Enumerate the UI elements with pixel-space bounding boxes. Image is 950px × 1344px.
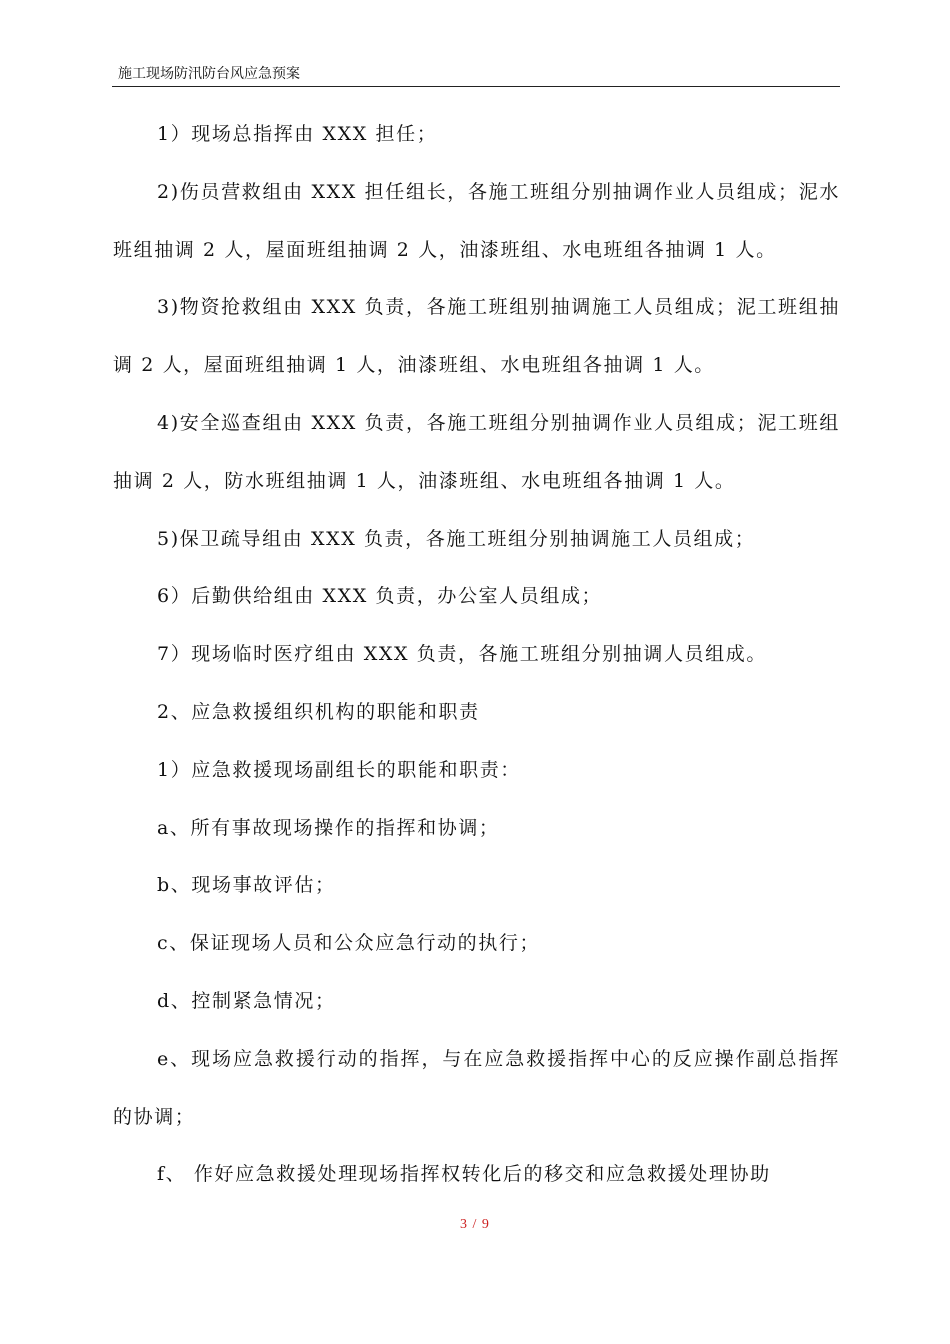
paragraph-5: 5)保卫疏导组由 XXX 负责，各施工班组分别抽调施工人员组成； xyxy=(157,527,756,550)
subsection-heading: 1）应急救援现场副组长的职能和职责： xyxy=(157,758,521,781)
document-body xyxy=(113,106,840,1204)
list-item-c: c、保证现场人员和公众应急行动的执行； xyxy=(157,932,541,955)
list-item-d: d、控制紧急情况； xyxy=(157,989,336,1012)
document-title: 施工现场防汛防台风应急预案 xyxy=(118,66,300,82)
paragraph-6: 6）后勤供给组由 XXX 负责，办公室人员组成； xyxy=(157,585,603,608)
paragraph-7: 7）现场临时医疗组由 XXX 负责，各施工班组分别抽调人员组成。 xyxy=(157,643,767,666)
paragraph-3: 3)物资抢救组由 XXX 负责，各施工班组别抽调施工人员组成；泥工班组抽调 2 人，屋面班组抽调 1 人，油漆班组、水电班组各抽调 1 人。 xyxy=(113,296,840,377)
list-item-e: e、现场应急救援行动的指挥，与在应急救援指挥中心的反应操作副总指挥的协调； xyxy=(113,1047,840,1128)
page-number: 3 / 9 xyxy=(460,1217,490,1232)
paragraph-4: 4)安全巡查组由 XXX 负责，各施工班组分别抽调作业人员组成；泥工班组抽调 2 人，防水班组抽调 1 人，油漆班组、水电班组各抽调 1 人。 xyxy=(113,411,840,492)
list-item-b: b、现场事故评估； xyxy=(157,874,336,897)
list-item-a: a、所有事故现场操作的指挥和协调； xyxy=(157,816,500,839)
paragraph-1: 1）现场总指挥由 XXX 担任； xyxy=(157,123,438,145)
list-item-f: f、 作好应急救援处理现场指挥权转化后的移交和应急救援处理协助 xyxy=(157,1163,771,1186)
paragraph-2: 2)伤员营救组由 XXX 担任组长，各施工班组分别抽调作业人员组成；泥水班组抽调 2 人，屋面班组抽调 2 人，油漆班组、水电班组各抽调 1 人。 xyxy=(113,180,840,261)
section-heading: 2、应急救援组织机构的职能和职责 xyxy=(157,700,480,723)
page-header xyxy=(112,62,840,87)
